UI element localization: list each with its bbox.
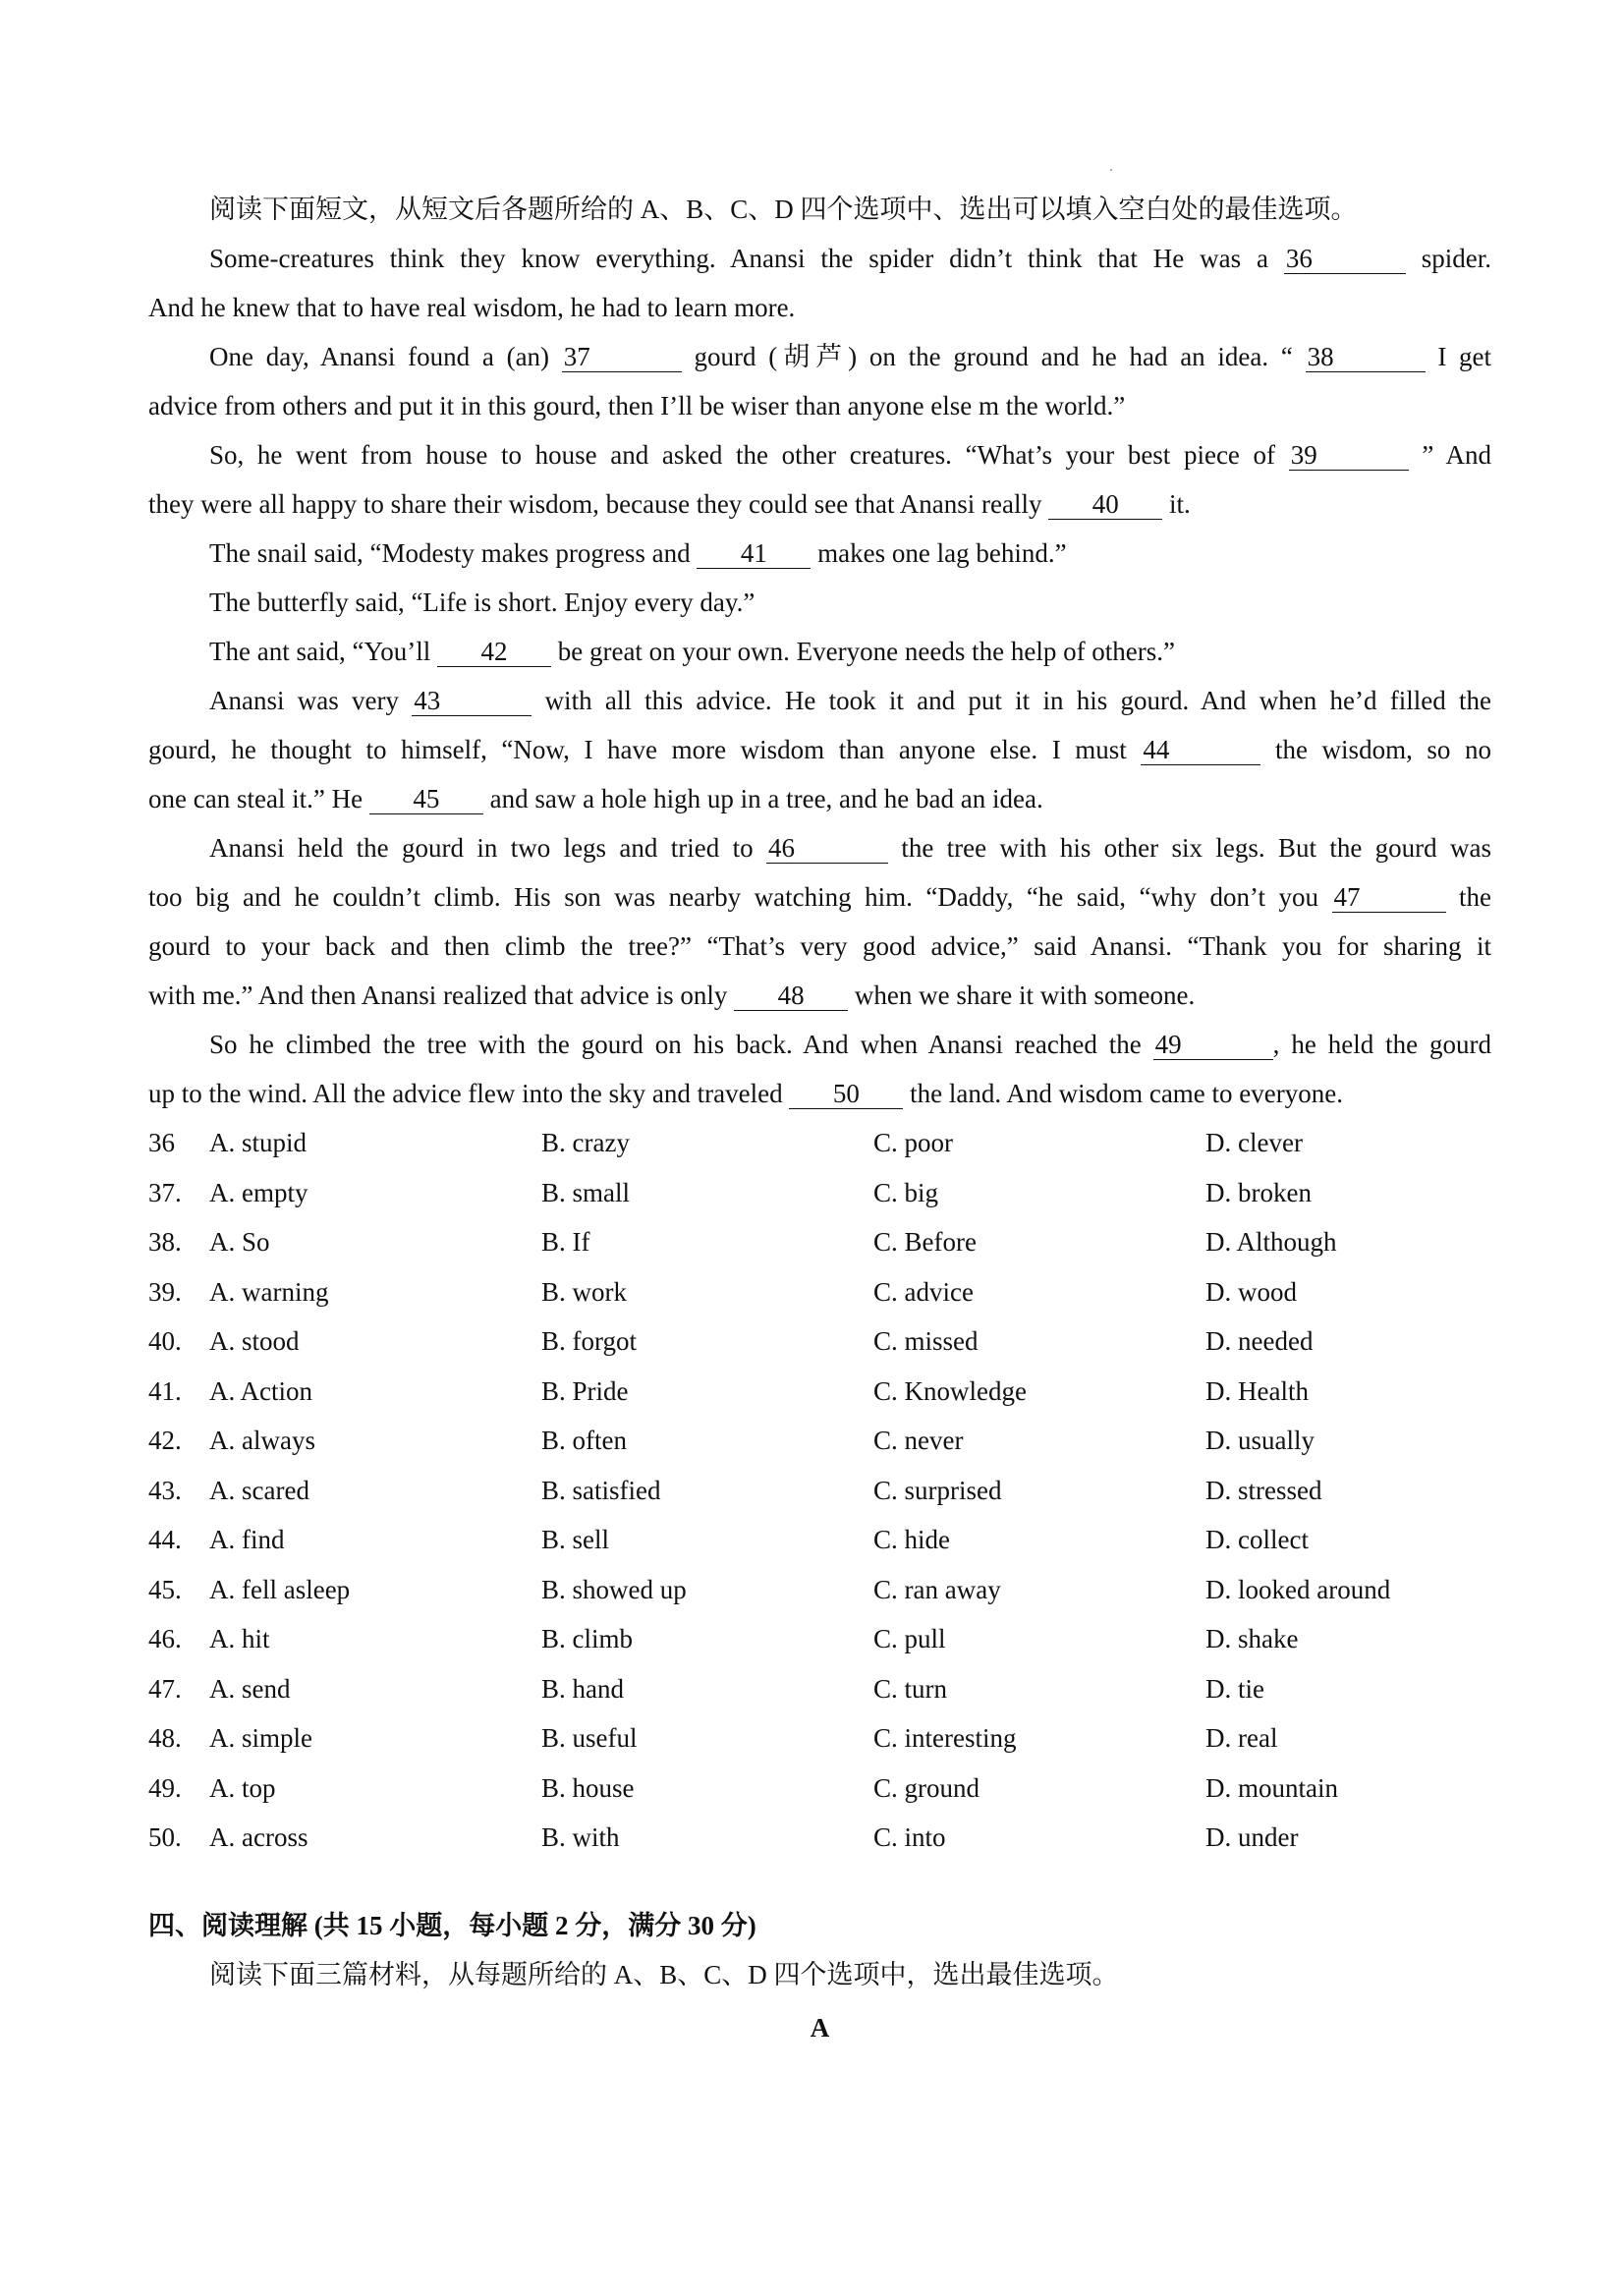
cloze-instruction: 阅读下面短文，从短文后各题所给的 A、B、C、D 四个选项中、选出可以填入空白处的最佳选项。 [209,195,1358,224]
blank-45: 45 [369,784,483,814]
question-row: 44. A. find B. sell C. hide D. collect [148,1525,1309,1554]
passage-line: Some-creatures think they know everything. Anansi the spider didn’t think that He was a 36 spider. [209,244,1492,273]
scan-dot [1110,169,1112,171]
passage-line: The butterfly said, “Life is short. Enjoy every day.” [209,588,756,617]
passage-line: gourd, he thought to himself, “Now, I have more wisdom than anyone else. I must 44 the wisdom, so no [148,735,1491,764]
question-row: 49. A. top B. house C. ground D. mountain [148,1772,1338,1803]
blank-44: 44 [1141,735,1260,765]
question-row: 41. A. Action B. Pride C. Knowledge D. Health [148,1375,1309,1406]
part-heading: A [810,2012,830,2043]
passage-line: So, he went from house to house and asked the other creatures. “What’s your best piece of 39 ” And [209,440,1491,470]
blank-40: 40 [1048,489,1162,520]
question-row: 50. A. across B. with C. into D. under [148,1822,1299,1852]
question-row: 40. A. stood B. forgot C. missed D. needed [148,1326,1314,1356]
blank-49: 49 [1153,1030,1273,1060]
passage-line: advice from others and put it in this gourd, then I’ll be wiser than anyone else m the world.” [148,391,1126,420]
passage-line: So he climbed the tree with the gourd on his back. And when Anansi reached the 49 , he held the gourd [209,1030,1492,1059]
question-row: 39. A. warning B. work C. advice D. wood [148,1276,1297,1307]
passage-line: And he knew that to have real wisdom, he had to learn more. [148,293,796,322]
blank-43: 43 [412,686,532,716]
section-4-instruction: 阅读下面三篇材料，从每题所给的 A、B、C、D 四个选项中，选出最佳选项。 [209,1959,1119,1989]
blank-41: 41 [697,538,811,569]
passage-line: one can steal it.” He 45 and saw a hole high up in a tree, and he bad an idea. [148,784,1043,813]
question-row: 37. A. empty B. small C. big D. broken [148,1177,1312,1207]
question-row: 36 A. stupid B. crazy C. poor D. clever [148,1128,1303,1157]
passage-line: up to the wind. All the advice flew into the sky and traveled 50 the land. And wisdom came to everyone. [148,1079,1343,1108]
blank-47: 47 [1332,882,1446,913]
blank-36: 36 [1284,244,1406,274]
blank-37: 37 [562,342,682,372]
passage-line: with me.” And then Anansi realized that advice is only 48 when we share it with someone. [148,980,1196,1010]
passage-line: too big and he couldn’t climb. His son was nearby watching him. “Daddy, “he said, “why don’t you 47 the [148,882,1492,912]
passage-line: The snail said, “Modesty makes progress and 41 makes one lag behind.” [209,538,1067,568]
passage-line: Anansi held the gourd in two legs and tried to 46 the tree with his other six legs. But the gourd was [209,833,1491,863]
passage-line: Anansi was very 43 with all this advice. He took it and put it in his gourd. And when he’d filled the [209,686,1492,715]
blank-42: 42 [437,637,551,667]
question-row: 38. A. So B. If C. Before D. Although [148,1227,1337,1257]
passage-line: The ant said, “You’ll 42 be great on your own. Everyone needs the help of others.” [209,637,1176,666]
answer-options [148,1118,1491,1863]
section-4-title: 四、阅读理解 (共 15 小题，每小题 2 分，满分 30 分) [148,1910,756,1940]
exam-page [148,185,1491,2056]
question-row: 48. A. simple B. useful C. interesting D. real [148,1723,1278,1753]
blank-46: 46 [766,833,888,864]
blank-48: 48 [734,980,848,1011]
passage-line: they were all happy to share their wisdom, because they could see that Anansi really 40 it. [148,489,1191,519]
passage-line: gourd to your back and then climb the tree?” “That’s very good advice,” said Anansi. “Thank you for sharing it [148,931,1491,961]
question-row: 47. A. send B. hand C. turn D. tie [148,1673,1264,1704]
question-row: 45. A. fell asleep B. showed up C. ran away D. looked around [148,1574,1391,1604]
question-row: 42. A. always B. often C. never D. usually [148,1426,1315,1455]
passage-line: One day, Anansi found a (an) 37 gourd (胡芦) on the ground and he had an idea. “ 38 I get [209,342,1492,371]
blank-50: 50 [789,1079,903,1109]
blank-39: 39 [1289,440,1409,471]
blank-38: 38 [1306,342,1426,372]
question-row: 46. A. hit B. climb C. pull D. shake [148,1624,1299,1653]
question-row: 43. A. scared B. satisfied C. surprised D. stressed [148,1475,1322,1505]
